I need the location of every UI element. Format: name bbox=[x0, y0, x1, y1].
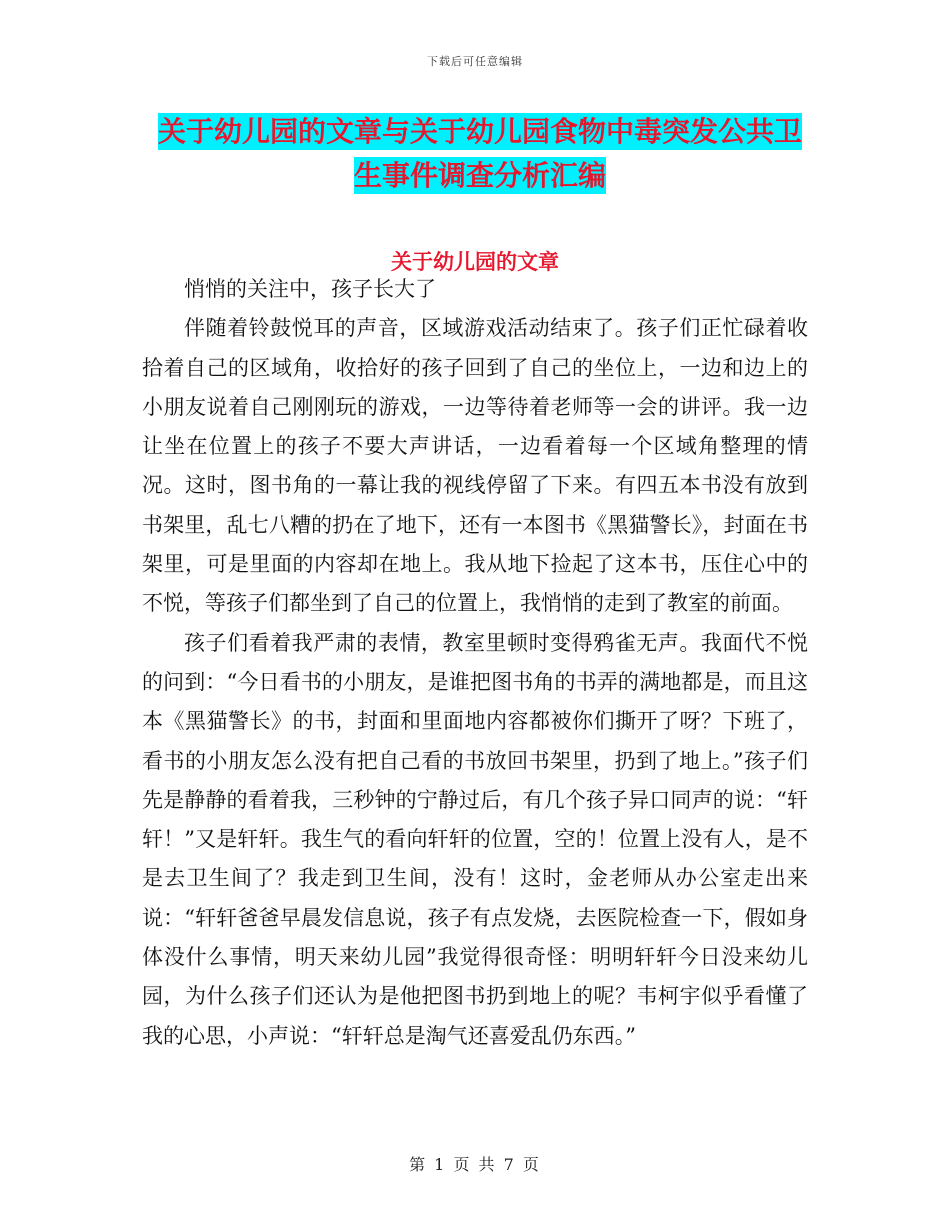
page-number-footer: 第 1 页 共 7 页 bbox=[409, 1155, 541, 1174]
document-title-line-2: 生事件调查分析汇编 bbox=[353, 159, 606, 192]
article-body bbox=[142, 270, 808, 1056]
section-heading: 关于幼儿园的文章 bbox=[391, 250, 559, 274]
article-paragraph-1: 伴随着铃鼓悦耳的声音，区域游戏活动结束了。孩子们正忙碌着收拾着自己的区域角，收拾好的孩子回到了自己的坐位上，一边和边上的小朋友说着自己刚刚玩的游戏，一边等待着老师等一会的讲评。我一边让坐在位置上的孩子不要大声讲话，一边看着每一个区域角整理的情况。这时，图书角的一幕让我的视线停留了下来。有四五本书没有放到书架里，乱七八糟的扔在了地下，还有一本图书《黑猫警长》，封面在书架里，可是里面的内容却在地上。我从地下捡起了这本书，压住心中的不悦，等孩子们都坐到了自己的位置上，我悄悄的走到了教室的前面。 bbox=[142, 316, 808, 616]
document-title-line-1: 关于幼儿园的文章与关于幼儿园食物中毒突发公共卫 bbox=[157, 115, 802, 148]
article-subtitle: 悄悄的关注中，孩子长大了 bbox=[184, 277, 436, 301]
article-paragraph-2: 孩子们看着我严肃的表情，教室里顿时变得鸦雀无声。我面代不悦的问到：“今日看书的小朋友，是谁把图书角的书弄的满地都是，而且这本《黑猫警长》的书，封面和里面地内容都被你们撕开了呀？下班了，看书的小朋友怎么没有把自己看的书放回书架里，扔到了地上。”孩子们先是静静的看着我，三秒钟的宁静过后，有几个孩子异口同声的说：“轩轩！”又是轩轩。我生气的看向轩轩的位置，空的！位置上没有人，是不是去卫生间了？我走到卫生间，没有！这时，金老师从办公室走出来说：“轩轩爸爸早晨发信息说，孩子有点发烧，去医院检查一下，假如身体没什么事情，明天来幼儿园”我觉得很奇怪：明明轩轩今日没来幼儿园，为什么孩子们还认为是他把图书扔到地上的呢？韦柯宇似乎看懂了我的心思，小声说：“轩轩总是淘气还喜爱乱仍东西。” bbox=[142, 630, 808, 1048]
page-header-note: 下载后可任意编辑 bbox=[427, 55, 523, 68]
document-title bbox=[150, 110, 810, 198]
